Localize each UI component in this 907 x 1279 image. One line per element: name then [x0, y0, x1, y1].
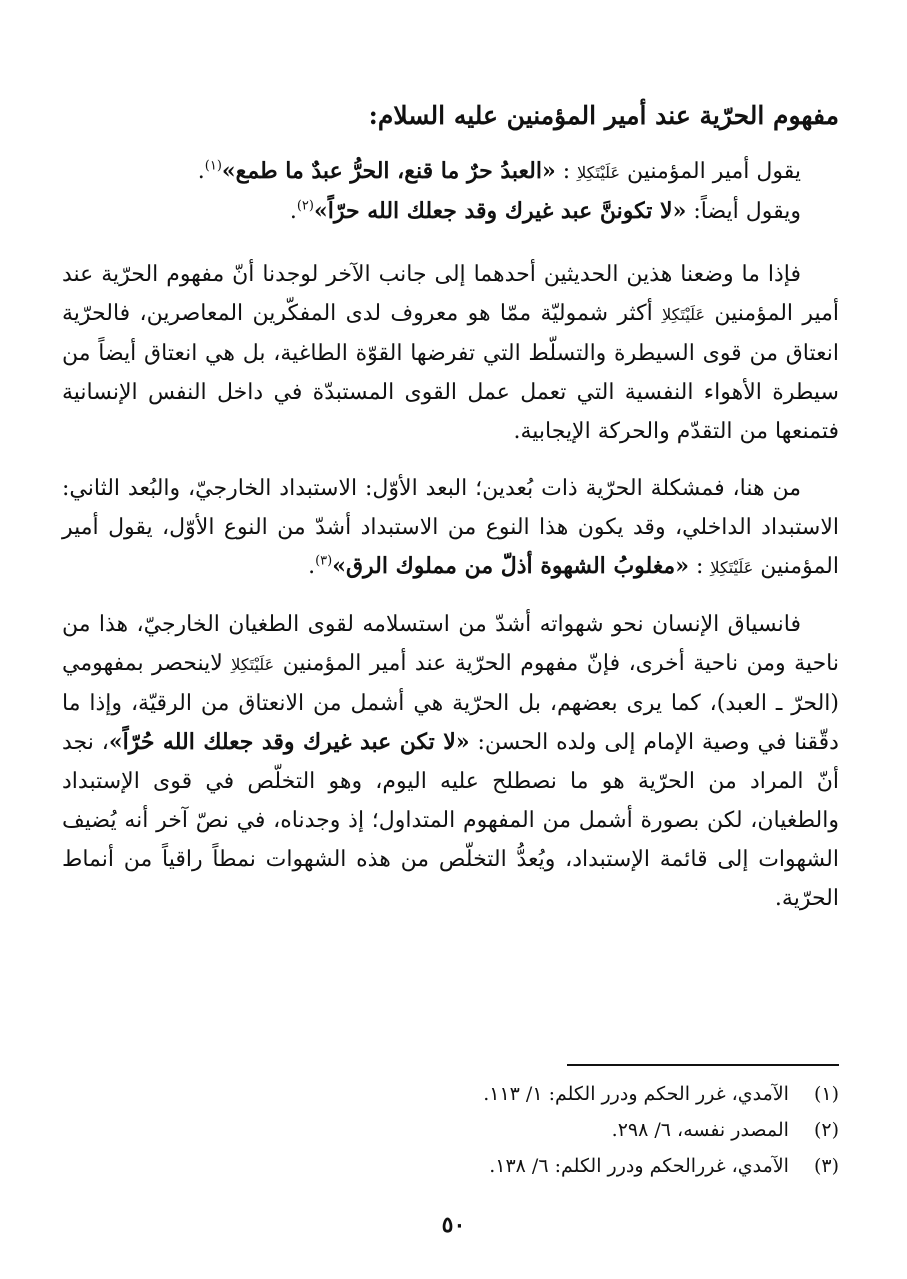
honorific-glyph: عَلَيْتَكِلاِ — [231, 655, 275, 674]
quote-text: «لا تكوننَّ عبد غيرك وقد جعلك الله حرّاً» — [313, 198, 687, 224]
footnotes — [62, 1076, 839, 1184]
section-heading: مفهوم الحرّية عند أمير المؤمنين عليه السلام: — [368, 101, 839, 130]
footnote-number: (٢) — [813, 1119, 839, 1141]
footnote-ref: (١) — [204, 158, 222, 174]
footnote-item — [62, 1076, 839, 1112]
quote-text: «لا تكن عبد غيرك وقد جعلك الله حُرّاً» — [108, 729, 470, 755]
footnote-ref: (٣) — [315, 553, 333, 569]
quote-intro: ويقول أيضاً: — [686, 199, 801, 224]
body-text — [62, 152, 839, 936]
quote-line-1: يقول أمير المؤمنين عَلَيْتَكِلاِ : «العبدُ حرٌ ما قنع، الحرُّ عبدٌ ما طمع»$^{(١)}$. — [197, 158, 801, 184]
paragraph-1: فإذا ما وضعنا هذين الحديثين أحدهما إلى جانب الآخر لوجدنا أنّ مفهوم الحرّية عند أمير المؤمنين عَلَيْتَكِلاِ أكثر شموليّة ممّا هو معروف لدى المفكّرين المعاصرين، فالحرّية انعتاق من قوى السيطرة والتسلّط التي تفرضها القوّة الطاغية، بل هي انعتاق أيضاً من سيطرة الأهواء النفسية التي تعمل عمل القوى المستبدّة في داخل النفس الإنسانية فتمنعها من التقدّم والحركة الإيجابية. — [62, 262, 840, 444]
quote-intro: يقول أمير المؤمنين — [627, 159, 801, 184]
quote-line-2: ويقول أيضاً: «لا تكوننَّ عبد غيرك وقد جعلك الله حرّاً»$^{(٢)}$. — [289, 198, 801, 224]
footnote-text: الآمدي، غرر الحكم ودرر الكلم: ١/ ١١٣. — [483, 1083, 789, 1105]
footnote-item — [62, 1112, 839, 1148]
quote-text: «العبدُ حرٌ ما قنع، الحرُّ عبدٌ ما طمع» — [221, 158, 556, 184]
footnote-number: (٣) — [813, 1155, 839, 1177]
paragraph-2: من هنا، فمشكلة الحرّية ذات بُعدين؛ البعد الأوّل: الاستبداد الخارجيّ، والبُعد الثاني: الاستبداد الداخلي، وقد يكون هذا النوع من الاستبداد أشدّ من النوع الأوّل، يقول أمير المؤمنين عَلَيْتَكِلاِ : «مغلوبُ الشهوة أذلّ من مملوك الرق»$^{(٣)}$. — [62, 476, 839, 579]
footnote-ref: (٢) — [296, 198, 314, 214]
honorific-glyph: عَلَيْتَكِلاِ — [662, 305, 705, 324]
page-number: ٥٠ — [441, 1212, 466, 1238]
honorific-glyph: عَلَيْتَكِلاِ — [710, 558, 754, 577]
paragraph-3: فانسياق الإنسان نحو شهواته أشدّ من استسلامه لقوى الطغيان الخارجيّ، هذا من ناحية ومن ناحية أخرى، فإنّ مفهوم الحرّية عند أمير المؤمنين عَلَيْتَكِلاِ لاينحصر بمفهومي (الحرّ ـ العبد)، كما يرى بعضهم، بل الحرّية هي أشمل من الانعتاق من الرقيّة، وإذا ما دقّقنا في وصية الإمام إلى ولده الحسن: «لا تكن عبد غيرك وقد جعلك الله حُرّاً»، نجد أنّ المراد من الحرّية هو ما نصطلح عليه اليوم، وهو التخلّص في قوى الإستبداد والطغيان، لكن بصورة أشمل من المفهوم المتداول؛ إذ وجدناه، في نصّ آخر أنه يُضيف الشهوات إلى قائمة الإستبداد، ويُعدُّ التخلّص من هذه الشهوات نمطاً راقياً من أنماط الحرّية. — [62, 612, 839, 911]
quote-text: «مغلوبُ الشهوة أذلّ من مملوك الرق» — [332, 553, 689, 579]
footnote-item — [62, 1148, 839, 1184]
honorific-glyph: عَلَيْتَكِلاِ — [577, 163, 621, 182]
footnote-divider — [567, 1064, 839, 1066]
footnote-number: (١) — [813, 1083, 839, 1105]
footnote-text: الآمدي، غررالحكم ودرر الكلم: ٦/ ١٣٨. — [489, 1155, 789, 1177]
footnote-text: المصدر نفسه، ٦/ ٢٩٨. — [611, 1119, 789, 1141]
